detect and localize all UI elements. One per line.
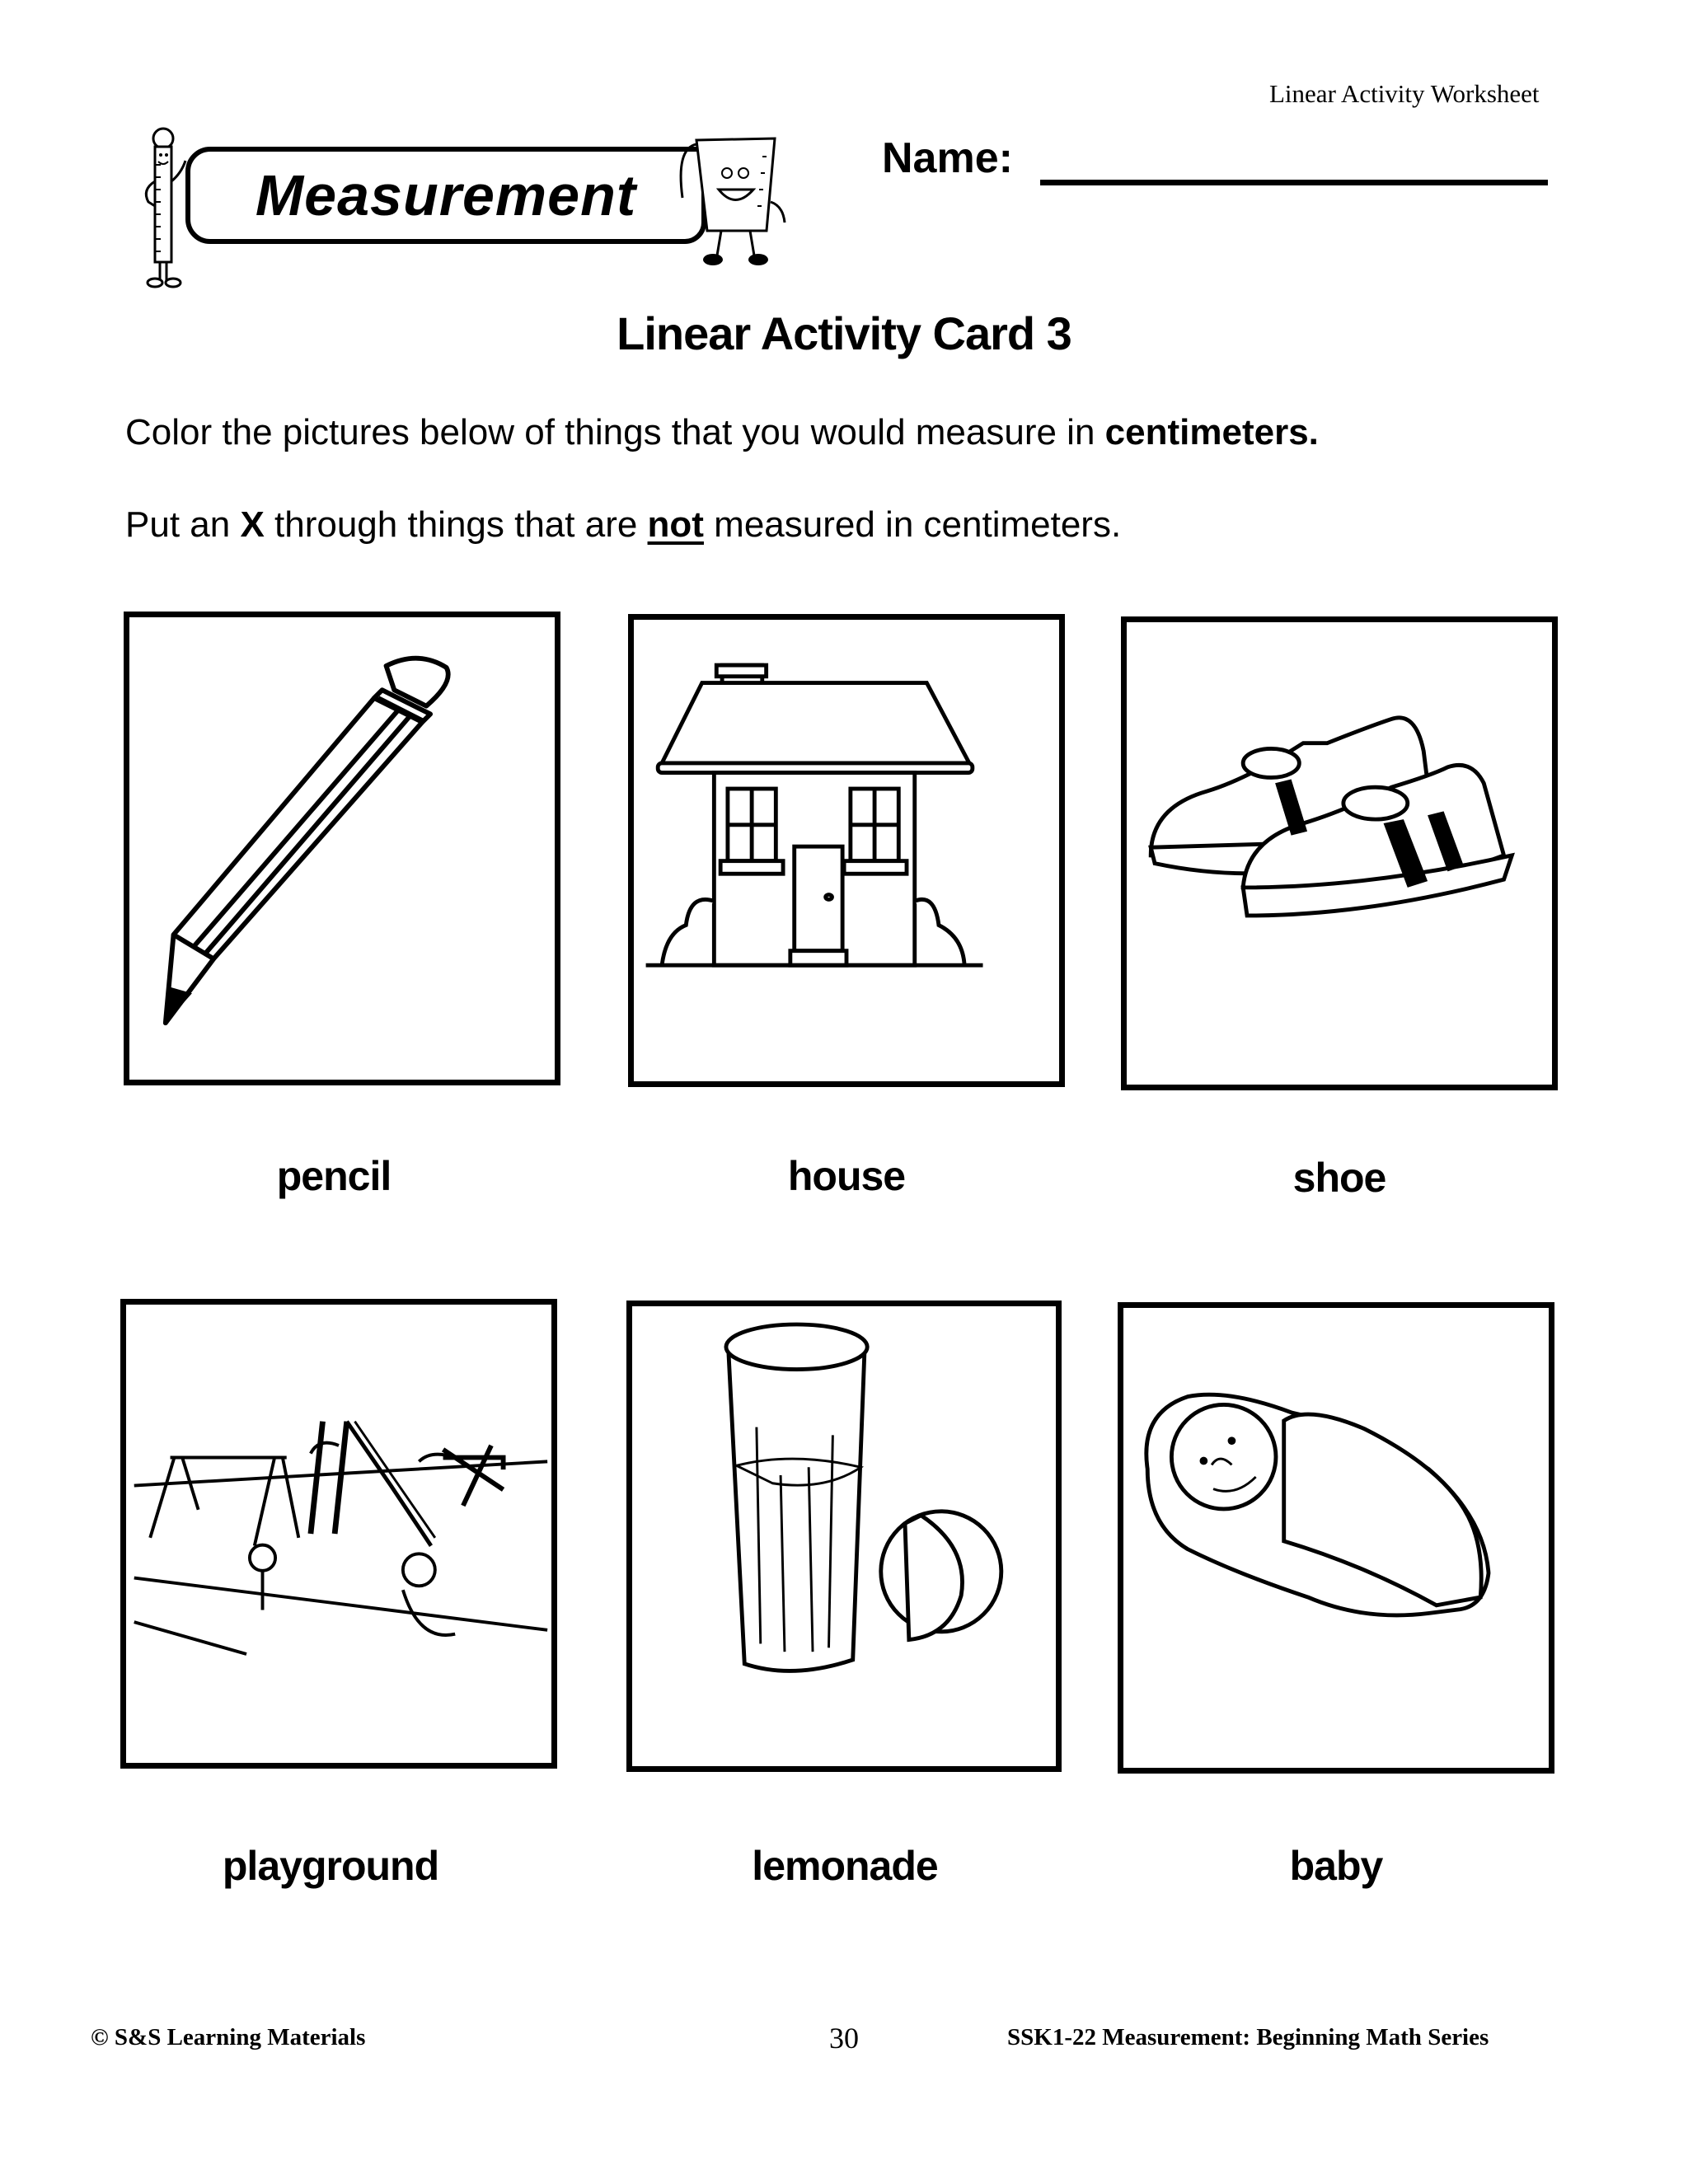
measuring-cup-mascot-icon (668, 132, 799, 272)
name-label: Name: (882, 134, 1013, 182)
card-label-house: house (787, 1153, 906, 1199)
picture-card-house[interactable] (628, 614, 1065, 1087)
instruction-text: measured in centimeters. (703, 504, 1122, 545)
card-label-baby: baby (1289, 1843, 1383, 1889)
house-icon (634, 620, 1059, 1081)
lemonade-icon (632, 1306, 1056, 1766)
footer-copyright: © S&S Learning Materials (91, 2024, 366, 2050)
picture-card-shoe[interactable] (1121, 616, 1558, 1090)
name-input-line[interactable] (1040, 180, 1548, 185)
picture-card-lemonade[interactable] (626, 1301, 1062, 1772)
instruction-emphasis: centimeters. (1104, 412, 1319, 452)
pencil-icon (129, 617, 555, 1080)
card-label-shoe: shoe (1292, 1155, 1386, 1201)
instruction-cross-out (125, 504, 1121, 546)
page-number: 30 (829, 2022, 859, 2055)
card-label-playground: playground (222, 1843, 439, 1889)
footer-series: SSK1-22 Measurement: Beginning Math Series (1007, 2024, 1489, 2050)
card-label-lemonade: lemonade (752, 1843, 938, 1889)
worksheet-type-label: Linear Activity Worksheet (1269, 79, 1540, 108)
instruction-color (125, 412, 1319, 453)
baby-icon (1123, 1308, 1549, 1768)
banner-title: Measurement (255, 163, 637, 227)
instruction-text: Put an (125, 504, 241, 545)
activity-title: Linear Activity Card 3 (617, 307, 1071, 359)
picture-card-baby[interactable] (1118, 1302, 1554, 1774)
card-label-pencil: pencil (276, 1153, 392, 1199)
picture-card-playground[interactable] (120, 1299, 557, 1769)
instruction-emphasis: X (240, 504, 265, 545)
measurement-banner (124, 124, 849, 288)
playground-icon (126, 1305, 551, 1763)
instruction-text: Color the pictures below of things that you would measure in (125, 412, 1105, 452)
instruction-emphasis: not (647, 504, 704, 545)
picture-card-pencil[interactable] (124, 612, 560, 1085)
instruction-text: through things that are (264, 504, 648, 545)
shoe-icon (1127, 622, 1552, 1085)
banner-frame (185, 147, 706, 244)
